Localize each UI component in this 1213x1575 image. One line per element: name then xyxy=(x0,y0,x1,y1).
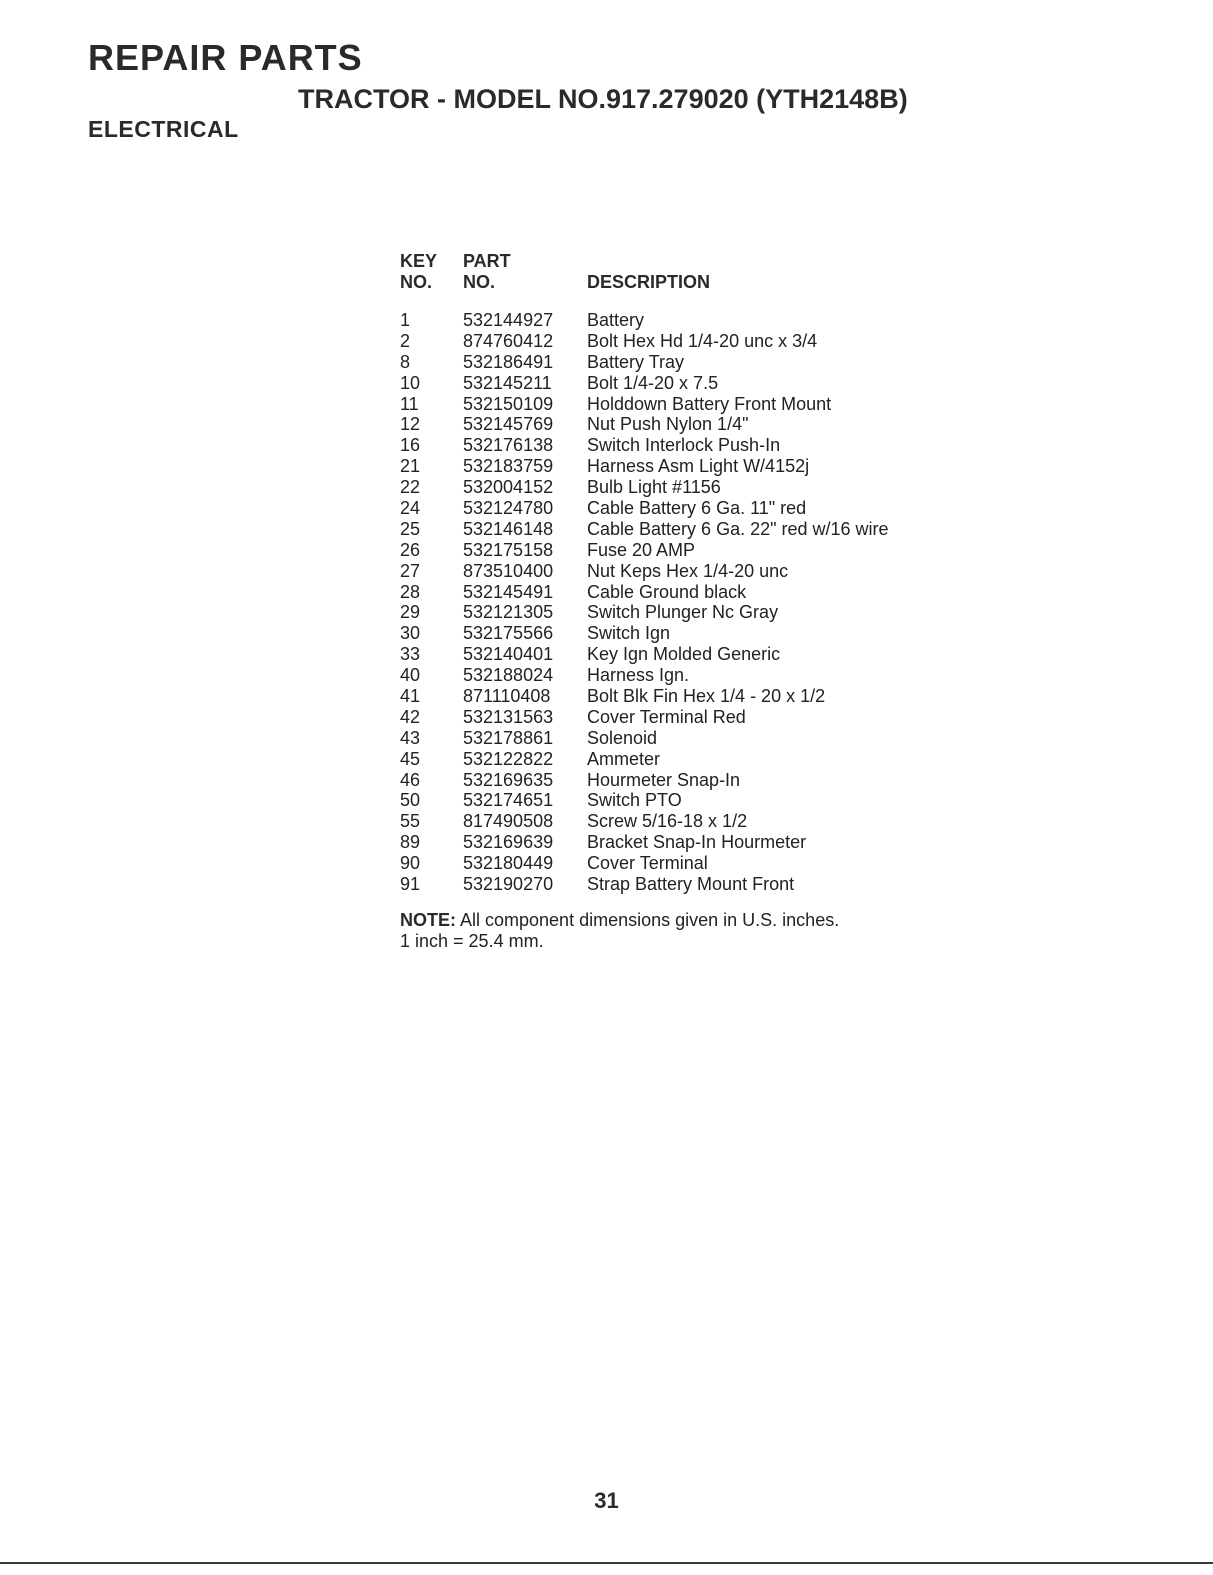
key-no: 43 xyxy=(400,727,421,748)
key-no: 25 xyxy=(400,518,421,539)
part-no: 532178861 xyxy=(463,727,554,748)
table-row xyxy=(400,728,960,749)
part-no: 532183759 xyxy=(463,456,554,477)
key-no: 28 xyxy=(400,581,421,602)
description: Fuse 20 AMP xyxy=(587,539,696,560)
part-no: 874760412 xyxy=(463,330,554,351)
description: Bracket Snap-In Hourmeter xyxy=(587,832,807,853)
part-no: 532169635 xyxy=(463,769,554,790)
section-title: ELECTRICAL xyxy=(88,116,239,142)
header-part-line2: NO. xyxy=(463,272,496,292)
note xyxy=(400,910,839,952)
description: Battery Tray xyxy=(587,351,685,372)
table-row xyxy=(400,644,960,665)
part-no: 871110408 xyxy=(463,686,551,707)
part-no: 532004152 xyxy=(463,477,554,498)
table-row xyxy=(400,373,960,394)
description: Switch PTO xyxy=(587,790,682,811)
key-no: 26 xyxy=(400,539,421,560)
table-row xyxy=(400,456,960,477)
part-no: 532144927 xyxy=(463,310,554,330)
bottom-rule xyxy=(0,1562,1213,1564)
table-row xyxy=(400,874,960,895)
description: Switch Ign xyxy=(587,623,671,644)
part-no: 873510400 xyxy=(463,560,554,581)
table-row xyxy=(400,790,960,811)
note-text: All component dimensions given in U.S. inches. xyxy=(456,910,840,930)
table-row xyxy=(400,832,960,853)
description: Solenoid xyxy=(587,727,658,748)
part-no: 532140401 xyxy=(463,644,554,665)
table-row xyxy=(400,665,960,686)
table-row xyxy=(400,623,960,644)
table-row xyxy=(400,310,960,331)
description: Harness Ign. xyxy=(587,665,690,686)
part-no: 532145769 xyxy=(463,414,554,435)
part-no: 532190270 xyxy=(463,874,554,895)
table-row xyxy=(400,561,960,582)
table-row xyxy=(400,394,960,415)
description: Bolt Hex Hd 1/4-20 unc x 3/4 xyxy=(587,330,818,351)
note-line xyxy=(400,910,839,931)
part-no: 532150109 xyxy=(463,393,554,414)
description: Cable Battery 6 Ga. 11" red xyxy=(587,498,807,519)
part-no: 532145491 xyxy=(463,581,554,602)
part-no: 532174651 xyxy=(463,790,554,811)
part-no: 532186491 xyxy=(463,351,554,372)
key-no: 22 xyxy=(400,477,421,498)
part-no: 817490508 xyxy=(463,811,554,832)
description: Screw 5/16-18 x 1/2 xyxy=(587,811,748,832)
part-no: 532124780 xyxy=(463,498,554,519)
description: Bulb Light #1156 xyxy=(587,477,721,498)
table-row xyxy=(400,770,960,791)
part-no: 532169639 xyxy=(463,832,554,853)
key-no: 40 xyxy=(400,665,421,686)
key-no: 41 xyxy=(400,686,421,707)
description: Nut Keps Hex 1/4-20 unc xyxy=(587,560,789,581)
table-row xyxy=(400,707,960,728)
part-no: 532175158 xyxy=(463,539,554,560)
description: Bolt Blk Fin Hex 1/4 - 20 x 1/2 xyxy=(587,686,826,707)
description: Switch Interlock Push-In xyxy=(587,435,781,456)
part-no: 532131563 xyxy=(463,706,554,727)
page-title: REPAIR PARTS xyxy=(88,37,363,78)
key-no: 12 xyxy=(400,414,421,435)
table-row xyxy=(400,853,960,874)
description: Harness Asm Light W/4152j xyxy=(587,456,810,477)
key-no: 33 xyxy=(400,644,421,665)
key-no: 11 xyxy=(400,393,419,414)
part-no: 532176138 xyxy=(463,435,554,456)
key-no: 8 xyxy=(400,351,411,372)
table-row xyxy=(400,477,960,498)
description: Cover Terminal Red xyxy=(587,706,746,727)
part-no: 532146148 xyxy=(463,518,554,539)
description: Cover Terminal xyxy=(587,853,708,874)
part-no: 532121305 xyxy=(463,602,554,623)
key-no: 50 xyxy=(400,790,421,811)
key-no: 89 xyxy=(400,832,421,853)
key-no: 91 xyxy=(400,874,421,895)
description: Switch Plunger Nc Gray xyxy=(587,602,779,623)
table-header xyxy=(400,248,960,310)
key-no: 29 xyxy=(400,602,421,623)
table-row xyxy=(400,602,960,623)
description: Hourmeter Snap-In xyxy=(587,769,741,790)
key-no: 10 xyxy=(400,372,421,393)
table-row xyxy=(400,498,960,519)
table-body xyxy=(400,310,960,895)
key-no: 42 xyxy=(400,706,421,727)
key-no: 2 xyxy=(400,330,411,351)
header-description: DESCRIPTION xyxy=(587,272,711,292)
part-no: 532145211 xyxy=(463,372,552,393)
table-row xyxy=(400,811,960,832)
page-number: 31 xyxy=(594,1488,619,1513)
table-row xyxy=(400,519,960,540)
part-no: 532122822 xyxy=(463,748,554,769)
description: Key Ign Molded Generic xyxy=(587,644,781,665)
part-no: 532180449 xyxy=(463,853,554,874)
key-no: 45 xyxy=(400,748,421,769)
table-row xyxy=(400,331,960,352)
key-no: 30 xyxy=(400,623,421,644)
key-no: 55 xyxy=(400,811,421,832)
key-no: 1 xyxy=(400,310,411,330)
table-row xyxy=(400,435,960,456)
description: Ammeter xyxy=(587,748,661,769)
note-label: NOTE: xyxy=(400,910,456,930)
key-no: 21 xyxy=(400,456,421,477)
description: Nut Push Nylon 1/4" xyxy=(587,414,749,435)
table-row xyxy=(400,686,960,707)
description: Cable Ground black xyxy=(587,581,747,602)
part-no: 532175566 xyxy=(463,623,554,644)
key-no: 27 xyxy=(400,560,421,581)
table-row xyxy=(400,540,960,561)
note-conversion: 1 inch = 25.4 mm. xyxy=(400,931,544,951)
table-row xyxy=(400,414,960,435)
header-key-line2: NO. xyxy=(400,272,433,292)
description: Battery xyxy=(587,310,645,330)
description: Holddown Battery Front Mount xyxy=(587,393,832,414)
description: Cable Battery 6 Ga. 22" red w/16 wire xyxy=(587,518,889,539)
model-title: TRACTOR - MODEL NO.917.279020 (YTH2148B) xyxy=(298,84,908,114)
table-row xyxy=(400,749,960,770)
header-part-line1: PART xyxy=(463,251,511,271)
table-row xyxy=(400,352,960,373)
key-no: 90 xyxy=(400,853,421,874)
key-no: 46 xyxy=(400,769,421,790)
part-no: 532188024 xyxy=(463,665,554,686)
header-key-line1: KEY xyxy=(400,251,438,271)
parts-table xyxy=(400,248,960,895)
description: Bolt 1/4-20 x 7.5 xyxy=(587,372,719,393)
table-row xyxy=(400,582,960,603)
key-no: 24 xyxy=(400,498,421,519)
description: Strap Battery Mount Front xyxy=(587,874,795,895)
key-no: 16 xyxy=(400,435,421,456)
